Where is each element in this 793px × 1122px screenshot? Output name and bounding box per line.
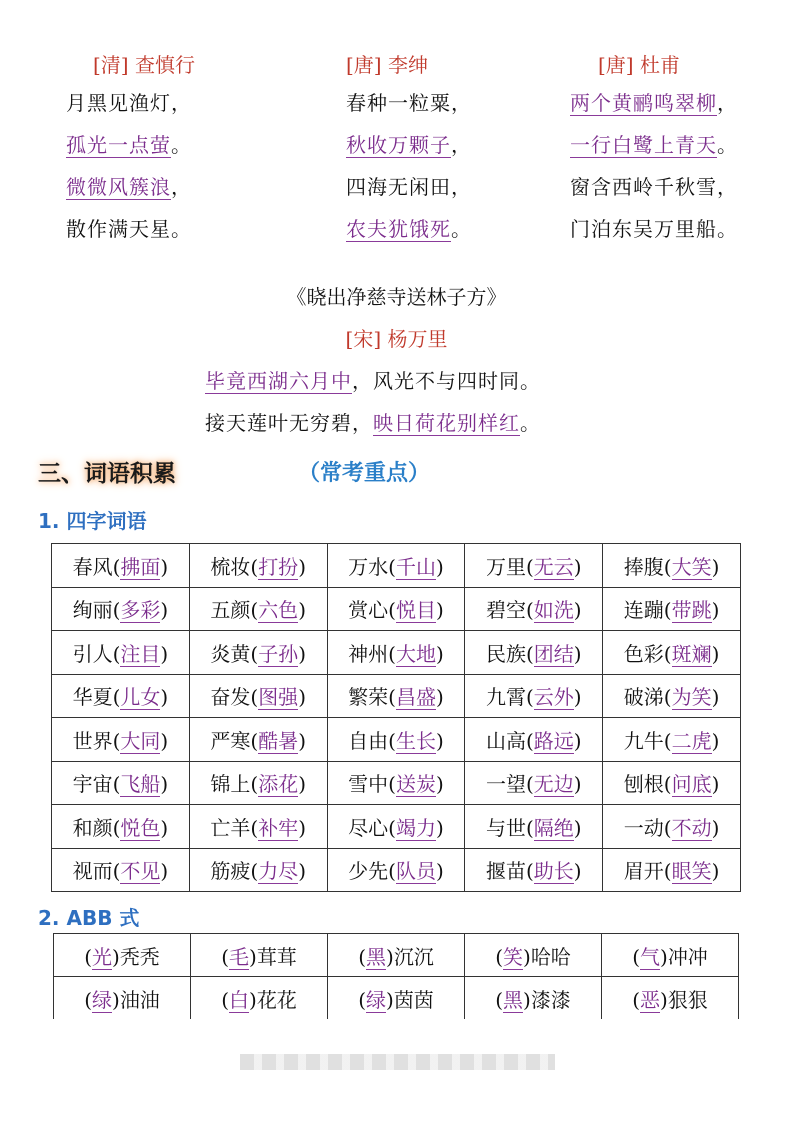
word-answer: 注目: [120, 641, 161, 666]
word-prefix: 锦上: [210, 772, 251, 797]
word-answer: 眼笑: [671, 859, 712, 884]
word-answer: 团结: [533, 641, 574, 666]
word-cell: (笑)哈哈: [465, 934, 602, 977]
poem-line: 孤光一点萤。: [66, 133, 192, 157]
table-row: [52, 631, 741, 675]
poem-line: 毕竟西湖六月中，风光不与四时同。: [205, 369, 541, 393]
word-cell: 五颜(六色): [189, 587, 327, 631]
word-prefix: 赏心: [348, 598, 389, 623]
table-row: [52, 718, 741, 762]
word-cell: (绿)茵茵: [328, 977, 465, 1020]
word-answer: 云外: [533, 685, 574, 710]
word-answer: 助长: [533, 859, 574, 884]
table-row: [52, 805, 741, 849]
word-prefix: 引人: [72, 641, 113, 666]
poem-line: 接天莲叶无穷碧，映日荷花别样红。: [205, 411, 541, 435]
word-prefix: 奋发: [210, 685, 251, 710]
poem-author: [宋] 杨万里: [345, 327, 448, 351]
word-answer: 添花: [258, 772, 299, 797]
word-answer: 为笑: [671, 685, 712, 710]
word-answer: 不动: [671, 815, 712, 840]
blurred-footer: [240, 1054, 555, 1070]
word-answer: 悦目: [395, 598, 436, 623]
word-answer: 带跳: [671, 598, 712, 623]
word-cell: 色彩(斑斓): [603, 631, 741, 675]
word-prefix: 筋疲: [210, 859, 251, 884]
word-prefix: 揠苗: [485, 859, 526, 884]
poem-line: 农夫犹饿死。: [346, 217, 472, 241]
word-answer: 大笑: [671, 554, 712, 579]
word-prefix: 春风: [72, 554, 113, 579]
table-row: [52, 544, 741, 588]
word-prefix: 亡羊: [210, 815, 251, 840]
word-cell: 刨根(问底): [603, 761, 741, 805]
word-answer: 路远: [533, 728, 574, 753]
word-suffix: 油油: [119, 987, 160, 1012]
word-prefix: 一动: [623, 815, 664, 840]
word-prefix: 和颜: [72, 815, 113, 840]
word-suffix: 狠狠: [667, 987, 708, 1012]
table-row: [52, 848, 741, 892]
word-cell: 万里(无云): [465, 544, 603, 588]
poem-title: 《晓出净慈寺送林子方》: [286, 285, 507, 309]
table-row: [52, 587, 741, 631]
word-cell: (恶)狠狠: [602, 977, 739, 1020]
word-answer: 白: [229, 987, 249, 1012]
word-cell: 绚丽(多彩): [52, 587, 190, 631]
word-answer: 送炭: [395, 772, 436, 797]
word-prefix: 梳妆: [210, 554, 251, 579]
word-prefix: 连蹦: [623, 598, 664, 623]
word-prefix: 万里: [485, 554, 526, 579]
word-prefix: 山高: [485, 728, 526, 753]
word-cell: 一动(不动): [603, 805, 741, 849]
word-cell: 神州(大地): [327, 631, 465, 675]
word-prefix: 自由: [348, 728, 389, 753]
word-answer: 大地: [395, 641, 436, 666]
word-cell: 奋发(图强): [189, 674, 327, 718]
word-suffix: 花花: [256, 987, 297, 1012]
word-cell: 筋疲(力尽): [189, 848, 327, 892]
word-cell: 春风(拂面): [52, 544, 190, 588]
poem-line: 秋收万颗子，: [346, 133, 472, 157]
word-cell: 捧腹(大笑): [603, 544, 741, 588]
word-prefix: 宇宙: [72, 772, 113, 797]
word-answer: 二虎: [671, 728, 712, 753]
word-suffix: 沉沉: [393, 944, 434, 969]
poem-line: 散作满天星。: [66, 217, 192, 241]
word-cell: (气)冲冲: [602, 934, 739, 977]
word-answer: 儿女: [120, 685, 161, 710]
word-cell: 锦上(添花): [189, 761, 327, 805]
section-note: （常考重点）: [298, 461, 431, 486]
word-prefix: 眉开: [623, 859, 664, 884]
word-prefix: 破涕: [623, 685, 664, 710]
poem-line: 四海无闲田，: [346, 175, 472, 199]
word-cell: 宇宙(飞船): [52, 761, 190, 805]
word-prefix: 刨根: [623, 772, 664, 797]
word-suffix: 漆漆: [530, 987, 571, 1012]
word-answer: 绿: [92, 987, 112, 1012]
word-cell: 山高(路远): [465, 718, 603, 762]
word-answer: 隔绝: [533, 815, 574, 840]
word-answer: 队员: [395, 859, 436, 884]
word-suffix: 哈哈: [530, 944, 571, 969]
section-heading: 三、词语积累: [38, 461, 176, 487]
word-prefix: 世界: [72, 728, 113, 753]
word-cell: 与世(隔绝): [465, 805, 603, 849]
word-prefix: 与世: [485, 815, 526, 840]
word-answer: 无云: [533, 554, 574, 579]
word-answer: 绿: [366, 987, 386, 1012]
word-answer: 光: [92, 944, 112, 969]
four-char-word-table: [51, 543, 741, 892]
word-cell: 炎黄(子孙): [189, 631, 327, 675]
word-cell: 繁荣(昌盛): [327, 674, 465, 718]
word-cell: (黑)沉沉: [328, 934, 465, 977]
word-answer: 黑: [366, 944, 386, 969]
poem-block: [66, 48, 266, 250]
word-cell: 少先(队员): [327, 848, 465, 892]
poem-line: 门泊东吴万里船。: [570, 217, 738, 241]
word-cell: 世界(大同): [52, 718, 190, 762]
word-cell: (毛)茸茸: [191, 934, 328, 977]
table-row: [52, 761, 741, 805]
abb-word-table: [53, 933, 739, 1019]
word-cell: 自由(生长): [327, 718, 465, 762]
table-row: [52, 674, 741, 718]
poem-line: 窗含西岭千秋雪，: [570, 175, 738, 199]
word-answer: 补牢: [258, 815, 299, 840]
word-cell: 民族(团结): [465, 631, 603, 675]
word-suffix: 茵茵: [393, 987, 434, 1012]
poem-line: 两个黄鹂鸣翠柳，: [570, 91, 738, 115]
word-prefix: 视而: [72, 859, 113, 884]
word-answer: 斑斓: [671, 641, 712, 666]
word-answer: 悦色: [120, 815, 161, 840]
word-answer: 力尽: [258, 859, 299, 884]
word-prefix: 炎黄: [210, 641, 251, 666]
word-answer: 如洗: [533, 598, 574, 623]
subsection-heading: 2. ABB 式: [38, 906, 140, 930]
word-cell: 连蹦(带跳): [603, 587, 741, 631]
word-prefix: 色彩: [623, 641, 664, 666]
word-cell: (白)花花: [191, 977, 328, 1020]
poem-block: [570, 48, 780, 250]
word-cell: 眉开(眼笑): [603, 848, 741, 892]
word-answer: 竭力: [395, 815, 436, 840]
word-prefix: 捧腹: [623, 554, 664, 579]
word-answer: 大同: [120, 728, 161, 753]
word-cell: (光)秃秃: [54, 934, 191, 977]
word-answer: 昌盛: [395, 685, 436, 710]
word-cell: 破涕(为笑): [603, 674, 741, 718]
word-cell: (绿)油油: [54, 977, 191, 1020]
poem-author: [唐] 杜甫: [598, 53, 680, 77]
word-cell: 雪中(送炭): [327, 761, 465, 805]
word-cell: (黑)漆漆: [465, 977, 602, 1020]
word-answer: 不见: [120, 859, 161, 884]
word-suffix: 茸茸: [256, 944, 297, 969]
word-answer: 六色: [258, 598, 299, 623]
word-answer: 图强: [258, 685, 299, 710]
word-suffix: 秃秃: [119, 944, 160, 969]
word-cell: 引人(注目): [52, 631, 190, 675]
word-cell: 梳妆(打扮): [189, 544, 327, 588]
word-prefix: 尽心: [348, 815, 389, 840]
word-prefix: 万水: [348, 554, 389, 579]
word-prefix: 雪中: [348, 772, 389, 797]
word-cell: 揠苗(助长): [465, 848, 603, 892]
poem-line: 一行白鹭上青天。: [570, 133, 738, 157]
word-answer: 黑: [503, 987, 523, 1012]
word-cell: 九霄(云外): [465, 674, 603, 718]
word-answer: 生长: [395, 728, 436, 753]
word-cell: 亡羊(补牢): [189, 805, 327, 849]
word-answer: 子孙: [258, 641, 299, 666]
word-cell: 华夏(儿女): [52, 674, 190, 718]
poem-author: [唐] 李绅: [346, 53, 428, 77]
table-row: [54, 977, 739, 1020]
word-prefix: 九霄: [485, 685, 526, 710]
word-prefix: 繁荣: [348, 685, 389, 710]
word-prefix: 一望: [485, 772, 526, 797]
poem-line: 微微风簇浪，: [66, 175, 192, 199]
word-cell: 九牛(二虎): [603, 718, 741, 762]
word-answer: 气: [640, 944, 660, 969]
word-answer: 毛: [229, 944, 249, 969]
poem-line: 月黑见渔灯，: [66, 91, 192, 115]
word-cell: 视而(不见): [52, 848, 190, 892]
poem-block: [346, 48, 546, 250]
word-answer: 酷暑: [258, 728, 299, 753]
word-prefix: 绚丽: [72, 598, 113, 623]
word-answer: 恶: [640, 987, 660, 1012]
poem-author: [清] 查慎行: [93, 53, 195, 77]
word-prefix: 九牛: [623, 728, 664, 753]
word-answer: 笑: [503, 944, 523, 969]
word-prefix: 少先: [348, 859, 389, 884]
word-cell: 尽心(竭力): [327, 805, 465, 849]
word-cell: 万水(千山): [327, 544, 465, 588]
word-cell: 一望(无边): [465, 761, 603, 805]
word-prefix: 严寒: [210, 728, 251, 753]
word-prefix: 五颜: [210, 598, 251, 623]
word-answer: 飞船: [120, 772, 161, 797]
word-cell: 和颜(悦色): [52, 805, 190, 849]
word-cell: 严寒(酷暑): [189, 718, 327, 762]
word-prefix: 华夏: [72, 685, 113, 710]
table-row: [54, 934, 739, 977]
word-answer: 拂面: [120, 554, 161, 579]
word-cell: 赏心(悦目): [327, 587, 465, 631]
subsection-heading: 1. 四字词语: [38, 509, 147, 533]
word-answer: 打扮: [258, 554, 299, 579]
word-answer: 问底: [671, 772, 712, 797]
word-suffix: 冲冲: [667, 944, 708, 969]
word-answer: 无边: [533, 772, 574, 797]
poem-line: 春种一粒粟，: [346, 91, 472, 115]
word-prefix: 神州: [348, 641, 389, 666]
word-answer: 千山: [395, 554, 436, 579]
word-cell: 碧空(如洗): [465, 587, 603, 631]
word-prefix: 民族: [485, 641, 526, 666]
word-answer: 多彩: [120, 598, 161, 623]
word-prefix: 碧空: [485, 598, 526, 623]
